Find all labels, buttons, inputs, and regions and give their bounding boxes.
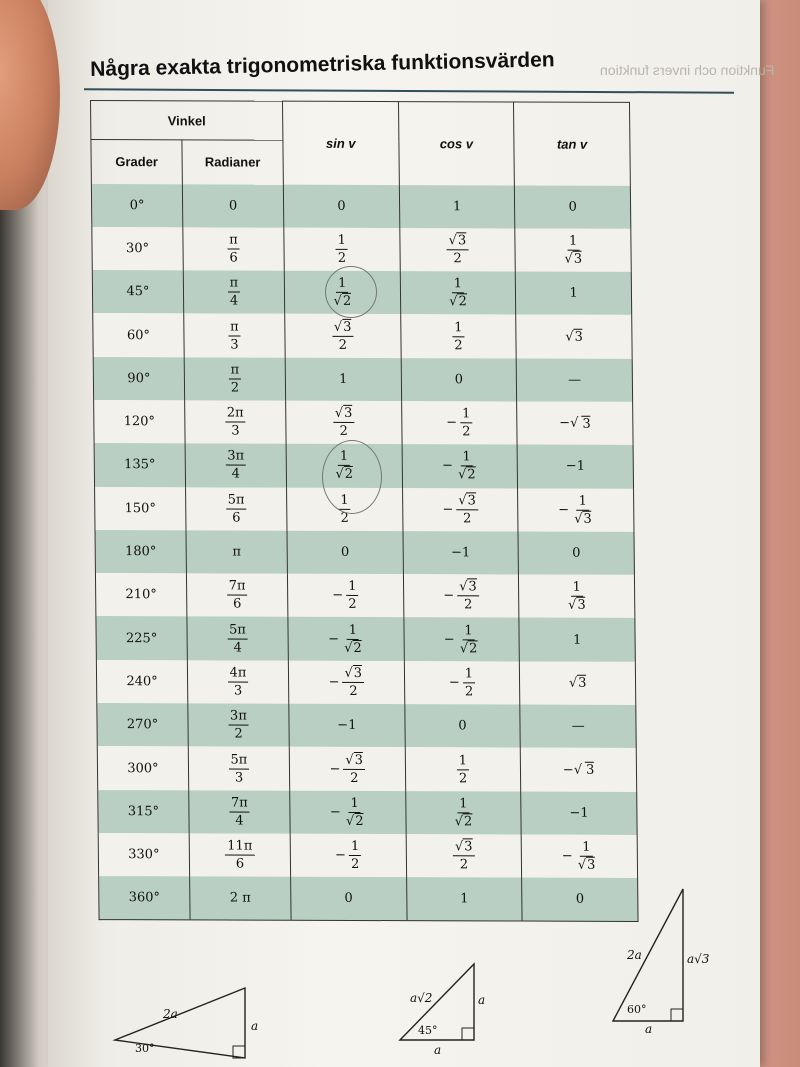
cell-tan: 1 (516, 272, 632, 316)
cell-degrees: 45° (92, 270, 183, 314)
page-title: Några exakta trigonometriska funktionsvärden (90, 48, 555, 81)
tri30-hyp: 2a (163, 1007, 178, 1021)
cell-tan: √3 (516, 315, 632, 359)
header-cos: cos v (398, 102, 515, 185)
cell-radians: $\frac{2\pi}{3}$ (185, 400, 286, 444)
cell-tan: −1 (517, 445, 633, 489)
tri30-opp: a (251, 1019, 259, 1033)
cell-radians: $\frac{3\pi}{2}$ (188, 703, 289, 747)
table-row (96, 617, 635, 662)
cell-cos: $\frac{1}{√2}$ (400, 271, 516, 315)
cell-sin: $\frac{1}{2}$ (287, 487, 403, 531)
tri45-hyp: a√2 (410, 991, 433, 1005)
cell-radians: $\frac{7\pi}{6}$ (186, 574, 287, 618)
cell-sin: 0 (287, 531, 403, 575)
cell-radians: 2 π (190, 877, 291, 921)
cell-sin: −1 (289, 704, 405, 748)
cell-sin: − $\frac{1}{2}$ (290, 834, 406, 878)
cell-radians: $\frac{7\pi}{4}$ (189, 790, 290, 834)
cell-degrees: 135° (94, 443, 185, 487)
cell-sin: − $\frac{√3}{2}$ (289, 747, 405, 791)
triangle-30-60-90 (105, 980, 265, 1060)
cell-degrees: 90° (93, 357, 184, 401)
cell-tan: − $\frac{1}{√3}$ (521, 834, 637, 878)
cell-sin: 0 (283, 184, 399, 228)
cell-sin: − $\frac{1}{2}$ (287, 574, 403, 618)
cell-cos: $\frac{1}{√2}$ (405, 791, 521, 835)
tri45-leg1: a (478, 993, 486, 1007)
table-row (93, 313, 632, 358)
table-row (97, 746, 636, 791)
table-row (95, 530, 634, 575)
cell-radians: $\frac{4\pi}{3}$ (187, 660, 288, 704)
cell-sin: $\frac{1}{√2}$ (286, 444, 402, 488)
cell-sin: $\frac{√3}{2}$ (285, 314, 401, 358)
header-radianer: Radianer (182, 140, 283, 184)
cell-sin: 1 (285, 357, 401, 401)
cell-degrees: 225° (96, 617, 187, 661)
cell-radians: $\frac{\pi}{2}$ (184, 357, 285, 401)
cell-cos: 1 (399, 185, 515, 229)
cell-radians: $\frac{\pi}{6}$ (183, 227, 284, 271)
cell-radians: $\frac{\pi}{4}$ (183, 270, 284, 314)
cell-degrees: 120° (94, 400, 185, 444)
header-vinkel: Vinkel (91, 101, 283, 141)
cell-degrees: 300° (97, 746, 188, 790)
cell-cos: −1 (403, 531, 519, 575)
cell-tan: — (516, 358, 632, 402)
cell-degrees: 240° (96, 660, 187, 704)
cell-sin: − $\frac{√3}{2}$ (288, 660, 404, 704)
cell-tan: −√ 3 (517, 401, 633, 445)
table-row (96, 660, 635, 705)
cell-degrees: 150° (95, 487, 186, 531)
cell-radians: 0 (182, 184, 283, 228)
cell-cos: $\frac{√3}{2}$ (399, 228, 515, 272)
cell-sin: − $\frac{1}{√2}$ (288, 617, 404, 661)
table-row (98, 833, 637, 878)
cell-radians: $\frac{\pi}{3}$ (184, 314, 285, 358)
cell-sin: $\frac{1}{√2}$ (284, 271, 400, 315)
table-row (95, 573, 634, 618)
cell-cos: − $\frac{1}{√2}$ (402, 444, 518, 488)
cell-radians: π (186, 530, 287, 574)
cell-tan: 0 (515, 185, 631, 229)
cell-sin: − $\frac{1}{√2}$ (290, 790, 406, 834)
cell-tan: − $\frac{1}{√3}$ (518, 488, 634, 532)
tri60-adj: a (645, 1022, 653, 1035)
triangle-45-45-90 (392, 958, 502, 1058)
cell-degrees: 315° (98, 790, 189, 834)
cell-cos: − $\frac{1}{√2}$ (404, 618, 520, 662)
cell-radians: $\frac{3\pi}{4}$ (185, 444, 286, 488)
tri30-angle: 30° (135, 1042, 155, 1055)
cell-tan: — (520, 705, 636, 749)
table-row (93, 357, 632, 402)
table-row (94, 400, 633, 445)
cell-cos: 1 (406, 877, 522, 921)
cell-tan: 0 (522, 878, 638, 922)
cell-degrees: 60° (93, 313, 184, 357)
cell-tan: √3 (520, 661, 636, 705)
cell-degrees: 180° (95, 530, 186, 574)
cell-cos: 0 (401, 358, 517, 402)
cell-degrees: 0° (91, 184, 182, 228)
cell-tan: 0 (518, 531, 634, 575)
cell-cos: $\frac{1}{2}$ (405, 747, 521, 791)
trig-value-table (90, 100, 639, 922)
table-wrapper (90, 100, 639, 922)
table-row (91, 184, 630, 229)
table-row (97, 703, 636, 748)
pencil-circle-45 (325, 266, 377, 318)
cell-degrees: 30° (92, 227, 183, 271)
cell-radians: $\frac{11\pi}{6}$ (189, 833, 290, 877)
cell-degrees: 210° (95, 573, 186, 617)
header-grader: Grader (91, 140, 182, 184)
cell-degrees: 270° (97, 703, 188, 747)
cell-tan: −√ 3 (521, 748, 637, 792)
cell-tan: $\frac{1}{√3}$ (515, 228, 631, 272)
cell-sin: 0 (291, 877, 407, 921)
cell-cos: 0 (404, 704, 520, 748)
cell-cos: $\frac{√3}{2}$ (406, 834, 522, 878)
header-tan: tan v (556, 136, 588, 152)
cell-cos: − $\frac{√3}{2}$ (402, 488, 518, 532)
cell-degrees: 330° (98, 833, 189, 877)
tri60-opp: a√3 (687, 952, 710, 966)
triangle-60-30-90 (605, 885, 730, 1035)
pencil-circle-135 (322, 440, 382, 514)
cell-sin: $\frac{1}{2}$ (284, 227, 400, 271)
cell-cos: − $\frac{1}{2}$ (404, 661, 520, 705)
tri60-hyp: 2a (627, 948, 642, 962)
cell-degrees: 360° (99, 876, 190, 920)
cell-tan: −1 (521, 791, 637, 835)
cell-sin: $\frac{√3}{2}$ (286, 401, 402, 445)
cell-radians: $\frac{5\pi}{6}$ (186, 487, 287, 531)
cell-tan: $\frac{1}{√3}$ (519, 575, 635, 619)
cell-cos: $\frac{1}{2}$ (400, 314, 516, 358)
bleed-through-text: Funktion och invers funktion (600, 62, 775, 78)
table-row (92, 227, 631, 272)
table-row (99, 876, 638, 921)
table-row (98, 790, 637, 835)
tri45-leg2: a (434, 1043, 442, 1057)
header-sin: sin v (282, 101, 399, 184)
cell-radians: $\frac{5\pi}{4}$ (187, 617, 288, 661)
cell-tan: 1 (519, 618, 635, 662)
cell-cos: − $\frac{1}{2}$ (401, 401, 517, 445)
cell-cos: − $\frac{√3}{2}$ (403, 574, 519, 618)
tri60-angle: 60° (627, 1003, 647, 1016)
cell-radians: $\frac{5\pi}{3}$ (188, 747, 289, 791)
tri45-angle: 45° (418, 1024, 438, 1037)
